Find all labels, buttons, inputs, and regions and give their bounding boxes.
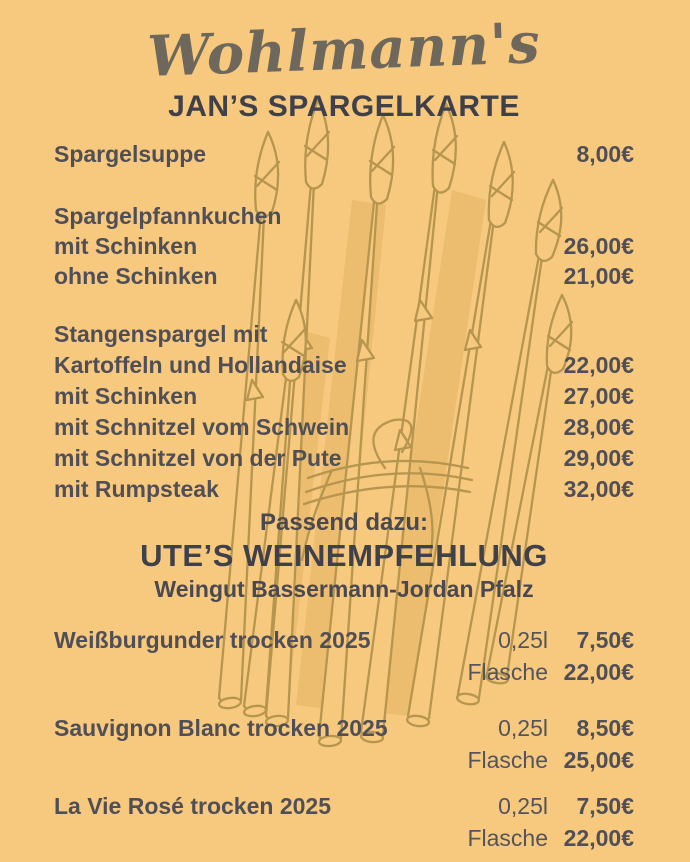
menu-item-row bbox=[54, 201, 634, 231]
menu-item-name: mit Schnitzel vom Schwein bbox=[54, 414, 350, 440]
wine-bottle-label: Flasche bbox=[467, 747, 548, 773]
menu-item-row bbox=[54, 231, 634, 261]
wine-bottle-price: 22,00€ bbox=[563, 659, 634, 685]
menu-section-soup bbox=[54, 139, 634, 169]
menu-item-name: Kartoffeln und Hollandaise bbox=[54, 352, 347, 378]
menu-item-row bbox=[54, 319, 634, 350]
pairing-lead: Passend dazu: bbox=[259, 509, 429, 536]
menu-item-name: Stangenspargel mit bbox=[54, 321, 268, 347]
menu-item-row bbox=[54, 474, 634, 505]
menu-item-row bbox=[54, 381, 634, 412]
wine-bottle-label: Flasche bbox=[467, 825, 548, 851]
menu-item-price: 22,00€ bbox=[563, 352, 634, 378]
wine-item bbox=[54, 790, 634, 854]
wine-glass-size: 0,25l bbox=[498, 793, 548, 819]
menu-item-price: 27,00€ bbox=[563, 383, 634, 409]
menu-section-pfannkuchen bbox=[54, 201, 634, 291]
wine-section-title: UTE’S WEINEMPFEHLUNG bbox=[140, 538, 548, 573]
brand-title: Wohlmann's bbox=[146, 10, 542, 90]
wine-item bbox=[54, 712, 634, 776]
menu-item-name: mit Rumpsteak bbox=[54, 476, 219, 502]
menu-section-stangenspargel bbox=[54, 319, 634, 505]
menu-item-row bbox=[54, 139, 634, 169]
menu-item-name: Spargelpfannkuchen bbox=[54, 203, 282, 229]
menu-item-price: 29,00€ bbox=[563, 445, 634, 471]
wine-glass-size: 0,25l bbox=[498, 627, 548, 653]
wine-glass-line bbox=[54, 790, 634, 822]
menu-item-row bbox=[54, 261, 634, 291]
menu-item-price: 21,00€ bbox=[563, 263, 634, 289]
menu-item-name: mit Schinken bbox=[54, 383, 198, 409]
menu-item-price: 32,00€ bbox=[563, 476, 634, 502]
menu-item-name: Spargelsuppe bbox=[54, 141, 207, 167]
wine-bottle-price: 22,00€ bbox=[563, 825, 634, 851]
wine-glass-line bbox=[54, 624, 634, 656]
menu-item-price: 8,00€ bbox=[576, 141, 634, 167]
wine-glass-price: 7,50€ bbox=[576, 793, 634, 819]
menu-item-row bbox=[54, 350, 634, 381]
wine-name: Sauvignon Blanc trocken 2025 bbox=[54, 715, 388, 741]
wine-bottle-price: 25,00€ bbox=[563, 747, 634, 773]
wine-name: Weißburgunder trocken 2025 bbox=[54, 627, 371, 653]
wine-bottle-line bbox=[54, 744, 634, 776]
wine-glass-size: 0,25l bbox=[498, 715, 548, 741]
wine-glass-price: 8,50€ bbox=[576, 715, 634, 741]
menu-item-row bbox=[54, 443, 634, 474]
wine-glass-price: 7,50€ bbox=[576, 627, 634, 653]
menu-item-name: ohne Schinken bbox=[54, 263, 218, 289]
wine-name: La Vie Rosé trocken 2025 bbox=[54, 793, 331, 819]
menu-item-name: mit Schinken bbox=[54, 233, 198, 259]
wine-section-subtitle: Weingut Bassermann-Jordan Pfalz bbox=[154, 576, 534, 602]
wine-list bbox=[54, 624, 634, 854]
menu-item-price: 28,00€ bbox=[563, 414, 634, 440]
wine-item bbox=[54, 624, 634, 688]
menu-item-price: 26,00€ bbox=[563, 233, 634, 259]
wine-bottle-line bbox=[54, 822, 634, 854]
menu-item-row bbox=[54, 412, 634, 443]
wine-bottle-label: Flasche bbox=[467, 659, 548, 685]
wine-bottle-line bbox=[54, 656, 634, 688]
page-title: JAN’S SPARGELKARTE bbox=[168, 90, 520, 123]
menu-item-name: mit Schnitzel von der Pute bbox=[54, 445, 342, 471]
wine-glass-line bbox=[54, 712, 634, 744]
